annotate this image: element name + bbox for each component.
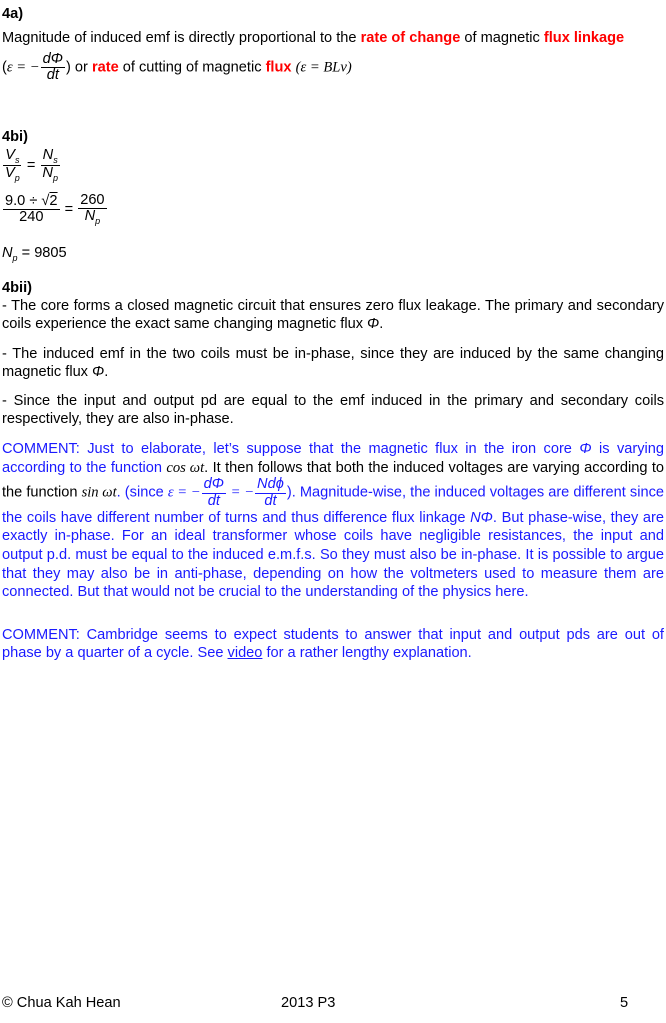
q4a-eq1-denominator: dt [46,67,59,84]
q4bi-r2-fraction-turns [78,193,106,227]
q4bii-point-2-text: - The induced emf in the two coils must be in-phase, since they are induced by the same changing magnetic flux [2,346,664,380]
q4a-text-1: Magnitude of induced emf is directly proportional to the [2,30,361,46]
q4bi-r2-equals: = [64,201,74,218]
q4bii-point-2-end: . [104,364,109,380]
q4bi-r1-vs: V [5,147,15,163]
comment-1-eq-mid: = − [226,484,255,501]
q4a-eq1-numerator: dΦ [42,51,63,67]
q4a-eq1-close: ) [65,59,71,76]
q4a-equation-line [2,52,352,84]
q4bi-r2-denominator: 240 [19,209,44,226]
q4bi-r1-ns: N [42,147,54,163]
q4a-text-4: of cutting of magnetic [118,59,266,76]
q4a-paragraph [2,28,664,48]
comment-1-text-d: . (since [116,484,168,501]
comment-1-frac2-num: Ndϕ [257,476,284,493]
comment-1-text-f: . But phase-wise, they are exactly in-phase. For an ideal transformer whose coils have negligible resistances, the input and output p.d. must be equal to the induced e.m.f.s. So they must also be in-phase. It is possible to argue that they may also be in anti-phase, depending on how the voltmeters used to measure them are connected. But that would not be crucial to the understanding of the physics here. [2,509,664,601]
q4bi-result [2,244,67,267]
q4bi-r1-ns-sub: s [53,154,58,165]
q4a-eq1-lhs: ε = − [6,59,40,76]
comment-1-paragraph [2,440,664,602]
q4bii-point-1-end: . [379,316,384,332]
q4bi-r1-fraction-n [40,148,60,184]
comment-2-paragraph [2,626,664,662]
q4a-eq2: (ε = BLv) [295,59,352,76]
comment-1-phi: Φ [579,441,592,457]
q4bii-point-1-phi: Φ [367,316,380,332]
q4a-highlight-rate: rate [91,59,119,76]
q4bi-r1-np: N [42,165,53,182]
comment-1-text-b: is varying according to the function [2,441,664,476]
q4bi-r2-np: N [84,208,96,225]
q4a-highlight-flux-linkage: flux linkage [543,30,625,46]
q4bi-result-np-sub: p [12,252,18,263]
q4bi-r1-vp: V [5,165,15,182]
q4a-eq1-open: ( [2,59,7,76]
comment-1-text-c: . It then follows that both the induced voltages are varying according to the function [2,459,664,501]
q4bi-r1-fraction-v [3,148,22,184]
q4bi-r2-numerator-b: 2 [49,193,58,210]
q4a-text-3: or [70,59,92,76]
q4bi-ratio-equation [2,148,61,184]
comment-1-frac1-num: dΦ [203,476,224,493]
q4bi-r2-numerator-a: 9.0 ÷ √ [5,193,50,210]
comment-1-sin: sin ωt [81,484,117,501]
q4bi-substitution-equation [2,193,108,227]
q4a-eq1-fraction [41,52,65,84]
q4bi-r2-np-sub: p [95,216,101,227]
comment-1-nphi: NΦ [470,509,493,526]
q4bii-point-3: - Since the input and output pd are equal to the emf induced in the primary and secondary coils respectively, they are also in-phase. [2,393,664,427]
q4bii-heading: 4bii) [2,280,32,296]
q4bi-r2-fraction-voltage [3,194,60,226]
comment-1-text-a: COMMENT: Just to elaborate, let’s suppose that the magnetic flux in the iron core [2,441,580,457]
comment-1-text-e: ). Magnitude-wise, the induced voltages are different since the coils have different number of turns and thus difference flux linkage [2,484,665,526]
footer-author: © Chua Kah Hean [2,995,121,1011]
q4bi-r1-np-sub: p [52,173,58,184]
q4bi-r1-vp-sub: p [14,173,20,184]
q4bii-point-2-phi: Φ [92,364,105,380]
q4a-heading: 4a) [2,6,24,22]
video-link[interactable]: video [227,645,263,661]
comment-1-cos: cos ωt [166,459,205,476]
comment-1-frac2-den: dt [264,492,277,509]
footer-page-number: 5 [620,995,629,1011]
q4bi-r1-equals: = [26,157,36,174]
footer-paper: 2013 P3 [281,995,336,1011]
q4bi-result-np: N [2,245,13,261]
q4a-text-2: of magnetic [460,30,544,46]
q4bi-r2-ns-value: 260 [80,192,105,208]
q4bi-result-value: = 9805 [17,245,67,261]
q4bii-point-2 [2,345,664,381]
comment-1-eq-lhs: ε = − [167,484,201,501]
q4bi-heading: 4bi) [2,129,28,145]
q4a-highlight-flux: flux [265,59,292,76]
q4a-highlight-rate-of-change: rate of change [360,30,461,46]
comment-2-text-a: COMMENT: Cambridge seems to expect students to answer that input and output pds are out of phase by a quarter of a cycle. See [2,627,664,661]
comment-1-frac1-den: dt [207,492,220,509]
q4bii-point-1 [2,297,664,333]
comment-1-fraction-1 [202,477,226,509]
comment-2-text-b: for a rather lengthy explanation. [262,645,472,661]
comment-1-fraction-2 [255,477,286,509]
q4bii-point-1-text: - The core forms a closed magnetic circuit that ensures zero flux leakage. The primary and secondary coils experience the exact same changing magnetic flux [2,298,664,332]
q4bi-r1-vs-sub: s [14,154,20,165]
